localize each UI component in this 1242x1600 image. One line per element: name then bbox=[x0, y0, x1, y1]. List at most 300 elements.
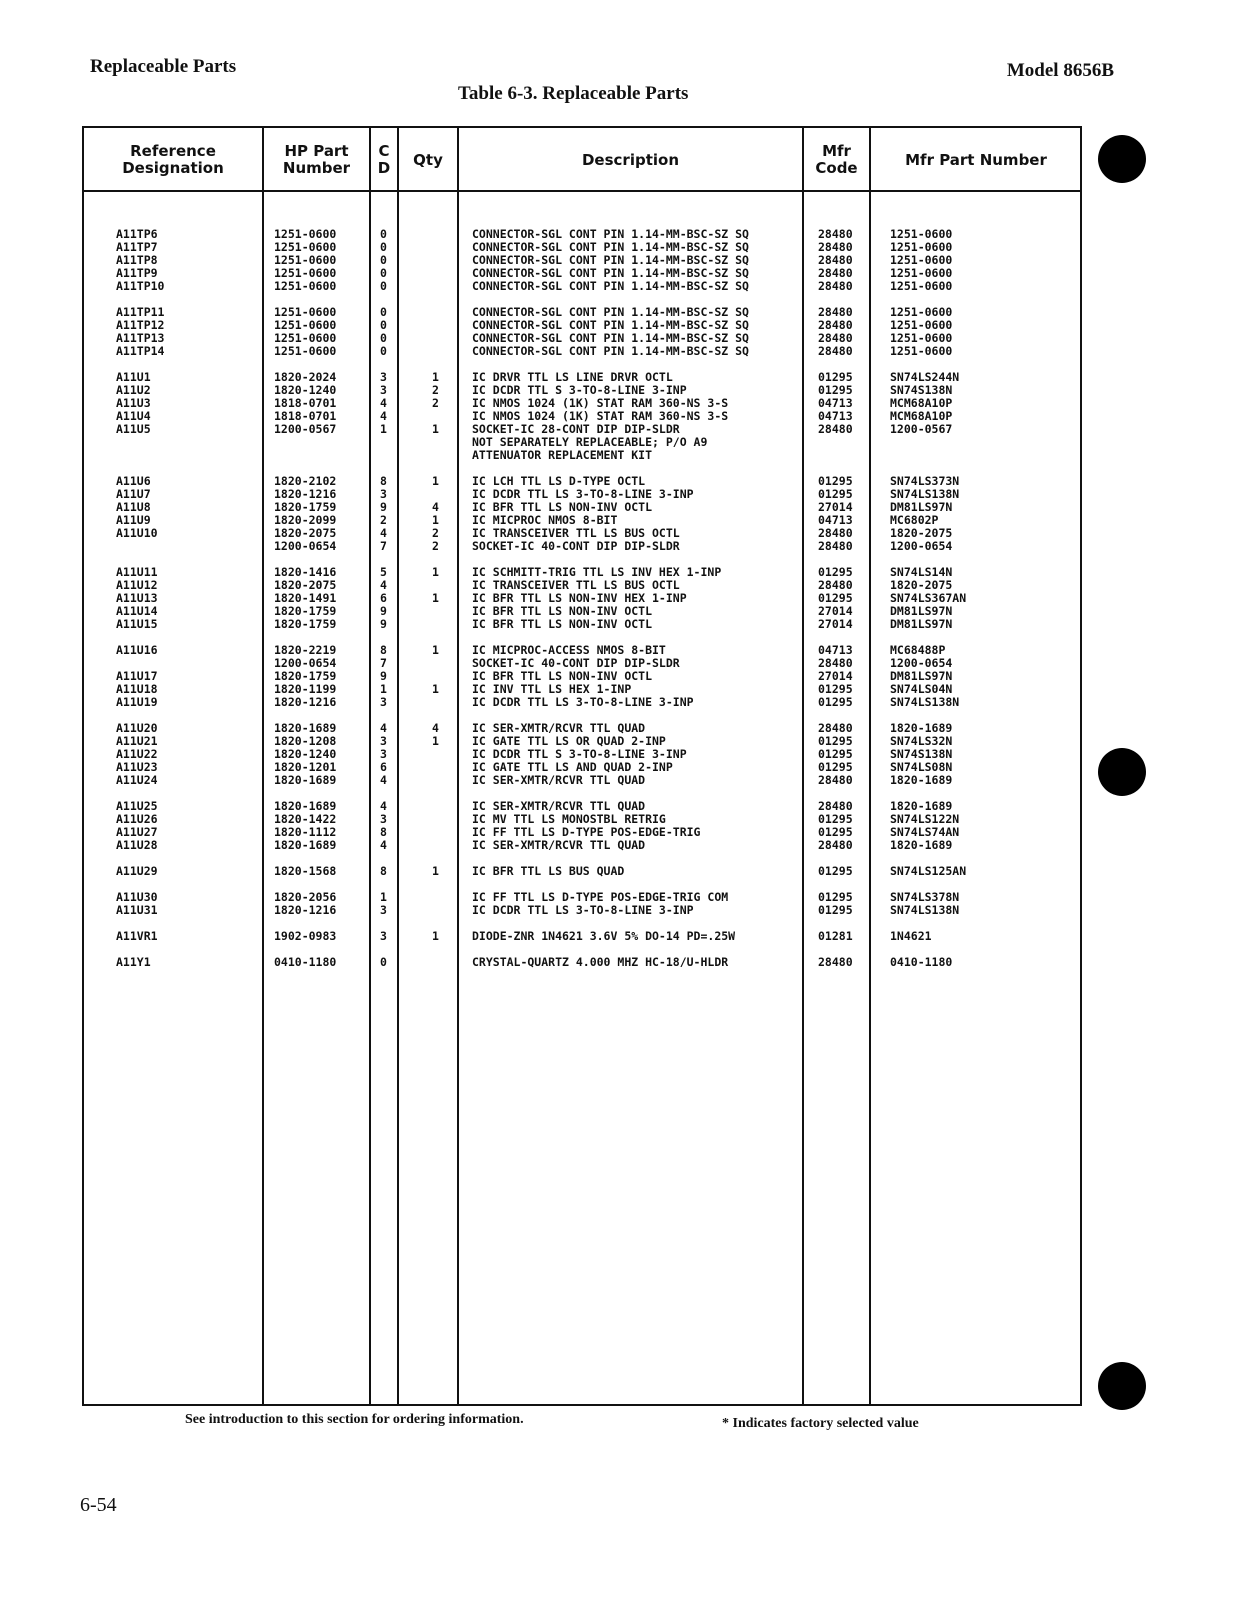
cell-ref: A11U3 bbox=[116, 396, 151, 410]
cell-desc: CONNECTOR-SGL CONT PIN 1.14-MM-BSC-SZ SQ bbox=[472, 344, 749, 358]
cell-mfr: 01295 bbox=[818, 370, 853, 384]
cell-hp: 1200-0654 bbox=[274, 539, 337, 553]
cell-mfr: 01295 bbox=[818, 383, 853, 397]
cell-hp: 1902-0983 bbox=[274, 929, 337, 943]
cell-mfr: 27014 bbox=[818, 617, 853, 631]
cell-ref: A11U24 bbox=[116, 773, 158, 787]
table-row bbox=[82, 475, 1082, 487]
cell-cd: 7 bbox=[380, 539, 387, 553]
cell-ref: A11U16 bbox=[116, 643, 158, 657]
cell-mpn: SN74LS138N bbox=[890, 487, 960, 501]
cell-ref: A11TP13 bbox=[116, 331, 165, 345]
cell-ref: A11U11 bbox=[116, 565, 158, 579]
cell-desc: IC DCDR TTL LS 3-TO-8-LINE 3-INP bbox=[472, 487, 694, 501]
cell-cd: 4 bbox=[380, 773, 387, 787]
cell-desc: IC BFR TTL LS BUS QUAD bbox=[472, 864, 625, 878]
cell-mpn: 1251-0600 bbox=[890, 305, 953, 319]
col-header-mfr-part: Mfr Part Number bbox=[905, 150, 1047, 169]
cell-mpn: SN74S138N bbox=[890, 383, 953, 397]
cell-mfr: 01295 bbox=[818, 487, 853, 501]
cell-desc: IC SCHMITT-TRIG TTL LS INV HEX 1-INP bbox=[472, 565, 722, 579]
cell-qty: 4 bbox=[432, 721, 439, 735]
cell-cd: 3 bbox=[380, 487, 387, 501]
cell-ref: A11U26 bbox=[116, 812, 158, 826]
cell-qty: 2 bbox=[432, 396, 439, 410]
cell-hp: 1820-1422 bbox=[274, 812, 337, 826]
cell-cd: 1 bbox=[380, 682, 387, 696]
cell-desc: CONNECTOR-SGL CONT PIN 1.14-MM-BSC-SZ SQ bbox=[472, 266, 749, 280]
table-row bbox=[82, 891, 1082, 903]
cell-mpn: SN74LS125AN bbox=[890, 864, 967, 878]
cell-mpn: 1251-0600 bbox=[890, 266, 953, 280]
cell-mpn: 1820-1689 bbox=[890, 721, 953, 735]
cell-desc: IC TRANSCEIVER TTL LS BUS OCTL bbox=[472, 578, 680, 592]
cell-hp: 1251-0600 bbox=[274, 344, 337, 358]
cell-ref: A11U29 bbox=[116, 864, 158, 878]
cell-mpn: SN74LS138N bbox=[890, 903, 960, 917]
cell-mpn: 1200-0654 bbox=[890, 539, 953, 553]
cell-cd: 0 bbox=[380, 240, 387, 254]
cell-mfr: 28480 bbox=[818, 773, 853, 787]
table-row bbox=[82, 423, 1082, 435]
cell-ref: A11TP9 bbox=[116, 266, 158, 280]
table-row bbox=[82, 241, 1082, 253]
cell-hp: 1820-1689 bbox=[274, 773, 337, 787]
cell-cd: 2 bbox=[380, 513, 387, 527]
cell-mfr: 01295 bbox=[818, 825, 853, 839]
cell-qty: 1 bbox=[432, 513, 439, 527]
cell-ref: A11U30 bbox=[116, 890, 158, 904]
cell-qty: 1 bbox=[432, 864, 439, 878]
cell-mfr: 28480 bbox=[818, 279, 853, 293]
cell-mpn: SN74LS122N bbox=[890, 812, 960, 826]
cell-hp: 1251-0600 bbox=[274, 305, 337, 319]
cell-ref: A11TP12 bbox=[116, 318, 165, 332]
cell-cd: 4 bbox=[380, 838, 387, 852]
cell-hp: 1820-1689 bbox=[274, 799, 337, 813]
table-row bbox=[82, 449, 1082, 461]
cell-cd: 8 bbox=[380, 474, 387, 488]
table-row bbox=[82, 592, 1082, 604]
table-title: Table 6-3. Replaceable Parts bbox=[458, 83, 689, 104]
cell-hp: 1820-1689 bbox=[274, 721, 337, 735]
cell-cd: 3 bbox=[380, 383, 387, 397]
cell-ref: A11U23 bbox=[116, 760, 158, 774]
table-row bbox=[82, 540, 1082, 552]
cell-qty: 2 bbox=[432, 539, 439, 553]
cell-desc: IC GATE TTL LS OR QUAD 2-INP bbox=[472, 734, 666, 748]
cell-mfr: 01295 bbox=[818, 734, 853, 748]
cell-ref: A11U20 bbox=[116, 721, 158, 735]
cell-hp: 1251-0600 bbox=[274, 279, 337, 293]
table-row bbox=[82, 956, 1082, 968]
cell-mpn: 1251-0600 bbox=[890, 253, 953, 267]
cell-mpn: MC6802P bbox=[890, 513, 939, 527]
cell-desc: CRYSTAL-QUARTZ 4.000 MHZ HC-18/U-HLDR bbox=[472, 955, 729, 969]
cell-mpn: SN74LS138N bbox=[890, 695, 960, 709]
cell-hp: 1820-1201 bbox=[274, 760, 337, 774]
cell-cd: 0 bbox=[380, 253, 387, 267]
cell-hp: 1820-2024 bbox=[274, 370, 337, 384]
cell-hp: 1200-0654 bbox=[274, 656, 337, 670]
table-row bbox=[82, 618, 1082, 630]
table-row bbox=[82, 813, 1082, 825]
cell-desc: CONNECTOR-SGL CONT PIN 1.14-MM-BSC-SZ SQ bbox=[472, 227, 749, 241]
cell-desc: CONNECTOR-SGL CONT PIN 1.14-MM-BSC-SZ SQ bbox=[472, 318, 749, 332]
cell-desc: IC BFR TTL LS NON-INV OCTL bbox=[472, 500, 653, 514]
cell-cd: 0 bbox=[380, 279, 387, 293]
cell-desc: IC NMOS 1024 (1K) STAT RAM 360-NS 3-S bbox=[472, 409, 729, 423]
factory-value-note: * Indicates factory selected value bbox=[722, 1416, 919, 1431]
cell-ref: A11U19 bbox=[116, 695, 158, 709]
table-row bbox=[82, 774, 1082, 786]
cell-hp: 1251-0600 bbox=[274, 253, 337, 267]
table-row bbox=[82, 722, 1082, 734]
cell-hp: 1820-1416 bbox=[274, 565, 337, 579]
cell-qty: 2 bbox=[432, 383, 439, 397]
cell-ref: A11U5 bbox=[116, 422, 151, 436]
cell-cd: 0 bbox=[380, 331, 387, 345]
cell-desc: IC GATE TTL LS AND QUAD 2-INP bbox=[472, 760, 673, 774]
cell-ref: A11U8 bbox=[116, 500, 151, 514]
cell-hp: 1820-1208 bbox=[274, 734, 337, 748]
cell-qty: 2 bbox=[432, 526, 439, 540]
cell-mfr: 28480 bbox=[818, 578, 853, 592]
table-row bbox=[82, 436, 1082, 448]
cell-mfr: 04713 bbox=[818, 643, 853, 657]
cell-mpn: SN74LS74AN bbox=[890, 825, 960, 839]
cell-mpn: SN74LS373N bbox=[890, 474, 960, 488]
cell-mpn: DM81LS97N bbox=[890, 669, 953, 683]
cell-mfr: 27014 bbox=[818, 604, 853, 618]
cell-mpn: 1820-2075 bbox=[890, 578, 953, 592]
cell-mpn: 1251-0600 bbox=[890, 279, 953, 293]
cell-mpn: 1820-1689 bbox=[890, 773, 953, 787]
cell-qty: 1 bbox=[432, 370, 439, 384]
cell-qty: 1 bbox=[432, 422, 439, 436]
cell-hp: 1251-0600 bbox=[274, 266, 337, 280]
cell-desc: IC MICPROC NMOS 8-BIT bbox=[472, 513, 618, 527]
table-row bbox=[82, 488, 1082, 500]
table-row bbox=[82, 683, 1082, 695]
cell-mfr: 04713 bbox=[818, 513, 853, 527]
cell-hp: 1251-0600 bbox=[274, 318, 337, 332]
cell-cd: 4 bbox=[380, 526, 387, 540]
cell-mfr: 28480 bbox=[818, 227, 853, 241]
cell-qty: 1 bbox=[432, 643, 439, 657]
table-row bbox=[82, 826, 1082, 838]
cell-ref: A11U13 bbox=[116, 591, 158, 605]
table-row bbox=[82, 514, 1082, 526]
cell-mfr: 28480 bbox=[818, 253, 853, 267]
cell-ref: A11U18 bbox=[116, 682, 158, 696]
table-row bbox=[82, 696, 1082, 708]
table-row bbox=[82, 267, 1082, 279]
cell-ref: A11Y1 bbox=[116, 955, 151, 969]
cell-mpn: 0410-1180 bbox=[890, 955, 953, 969]
cell-hp: 1820-1759 bbox=[274, 604, 337, 618]
cell-hp: 1820-2219 bbox=[274, 643, 337, 657]
cell-cd: 1 bbox=[380, 890, 387, 904]
cell-hp: 1820-1112 bbox=[274, 825, 337, 839]
table-row bbox=[82, 579, 1082, 591]
table-row bbox=[82, 280, 1082, 292]
cell-desc: IC SER-XMTR/RCVR TTL QUAD bbox=[472, 799, 646, 813]
cell-cd: 5 bbox=[380, 565, 387, 579]
cell-desc: IC DCDR TTL LS 3-TO-8-LINE 3-INP bbox=[472, 695, 694, 709]
cell-desc: IC FF TTL LS D-TYPE POS-EDGE-TRIG bbox=[472, 825, 701, 839]
cell-mfr: 01295 bbox=[818, 760, 853, 774]
cell-desc: DIODE-ZNR 1N4621 3.6V 5% DO-14 PD=.25W bbox=[472, 929, 736, 943]
cell-desc: IC MICPROC-ACCESS NMOS 8-BIT bbox=[472, 643, 666, 657]
cell-mpn: MC68488P bbox=[890, 643, 946, 657]
cell-mfr: 01295 bbox=[818, 890, 853, 904]
cell-mpn: 1200-0654 bbox=[890, 656, 953, 670]
cell-cd: 9 bbox=[380, 604, 387, 618]
cell-mpn: 1200-0567 bbox=[890, 422, 953, 436]
cell-ref: A11TP14 bbox=[116, 344, 165, 358]
cell-mfr: 01295 bbox=[818, 812, 853, 826]
cell-mfr: 01295 bbox=[818, 474, 853, 488]
cell-mfr: 01295 bbox=[818, 591, 853, 605]
cell-hp: 1200-0567 bbox=[274, 422, 337, 436]
cell-ref: A11U9 bbox=[116, 513, 151, 527]
binder-hole bbox=[1098, 1362, 1146, 1410]
cell-mfr: 04713 bbox=[818, 409, 853, 423]
cell-mfr: 28480 bbox=[818, 721, 853, 735]
cell-mfr: 28480 bbox=[818, 838, 853, 852]
table-row bbox=[82, 527, 1082, 539]
cell-hp: 1820-1216 bbox=[274, 903, 337, 917]
cell-ref: A11TP10 bbox=[116, 279, 165, 293]
col-header-reference: Reference Designation bbox=[122, 142, 224, 177]
cell-qty: 4 bbox=[432, 500, 439, 514]
cell-ref: A11TP11 bbox=[116, 305, 165, 319]
cell-mfr: 28480 bbox=[818, 344, 853, 358]
cell-qty: 1 bbox=[432, 929, 439, 943]
cell-ref: A11U22 bbox=[116, 747, 158, 761]
cell-qty: 1 bbox=[432, 474, 439, 488]
cell-desc: IC FF TTL LS D-TYPE POS-EDGE-TRIG COM bbox=[472, 890, 729, 904]
cell-ref: A11U31 bbox=[116, 903, 158, 917]
cell-ref: A11U12 bbox=[116, 578, 158, 592]
cell-cd: 4 bbox=[380, 409, 387, 423]
cell-hp: 1820-1491 bbox=[274, 591, 337, 605]
cell-mpn: DM81LS97N bbox=[890, 604, 953, 618]
cell-desc: IC BFR TTL LS NON-INV OCTL bbox=[472, 604, 653, 618]
cell-mpn: SN74S138N bbox=[890, 747, 953, 761]
cell-cd: 9 bbox=[380, 500, 387, 514]
cell-cd: 0 bbox=[380, 266, 387, 280]
cell-desc: IC BFR TTL LS NON-INV OCTL bbox=[472, 617, 653, 631]
cell-mfr: 01295 bbox=[818, 565, 853, 579]
cell-mpn: MCM68A10P bbox=[890, 409, 953, 423]
cell-hp: 0410-1180 bbox=[274, 955, 337, 969]
cell-mpn: SN74LS244N bbox=[890, 370, 960, 384]
cell-desc: IC BFR TTL LS NON-INV OCTL bbox=[472, 669, 653, 683]
cell-desc: IC DCDR TTL LS 3-TO-8-LINE 3-INP bbox=[472, 903, 694, 917]
cell-mfr: 28480 bbox=[818, 955, 853, 969]
col-header-cd: C D bbox=[377, 142, 391, 177]
table-row bbox=[82, 254, 1082, 266]
cell-desc: IC SER-XMTR/RCVR TTL QUAD bbox=[472, 773, 646, 787]
cell-mfr: 28480 bbox=[818, 539, 853, 553]
cell-ref: A11U14 bbox=[116, 604, 158, 618]
cell-desc: IC SER-XMTR/RCVR TTL QUAD bbox=[472, 838, 646, 852]
cell-mfr: 01295 bbox=[818, 864, 853, 878]
cell-desc: IC DCDR TTL S 3-TO-8-LINE 3-INP bbox=[472, 383, 687, 397]
section-title: Replaceable Parts bbox=[90, 56, 237, 77]
table-row bbox=[82, 397, 1082, 409]
cell-hp: 1820-1199 bbox=[274, 682, 337, 696]
table-row bbox=[82, 501, 1082, 513]
col-header-hp-part: HP Part Number bbox=[282, 142, 351, 177]
table-row bbox=[82, 930, 1082, 942]
cell-ref: A11U4 bbox=[116, 409, 151, 423]
cell-mfr: 28480 bbox=[818, 266, 853, 280]
cell-hp: 1820-1240 bbox=[274, 747, 337, 761]
cell-cd: 8 bbox=[380, 825, 387, 839]
cell-hp: 1818-0701 bbox=[274, 396, 337, 410]
cell-qty: 1 bbox=[432, 565, 439, 579]
cell-mpn: 1251-0600 bbox=[890, 240, 953, 254]
cell-mfr: 28480 bbox=[818, 331, 853, 345]
cell-mfr: 28480 bbox=[818, 526, 853, 540]
col-header-description: Description bbox=[581, 150, 680, 169]
table-row bbox=[82, 410, 1082, 422]
table-row bbox=[82, 228, 1082, 240]
cell-desc: CONNECTOR-SGL CONT PIN 1.14-MM-BSC-SZ SQ bbox=[472, 253, 749, 267]
cell-cd: 0 bbox=[380, 318, 387, 332]
table-row bbox=[82, 735, 1082, 747]
table-row bbox=[82, 865, 1082, 877]
table-row bbox=[82, 800, 1082, 812]
cell-cd: 3 bbox=[380, 734, 387, 748]
cell-desc: IC TRANSCEIVER TTL LS BUS OCTL bbox=[472, 526, 680, 540]
cell-hp: 1820-2102 bbox=[274, 474, 337, 488]
cell-cd: 4 bbox=[380, 721, 387, 735]
header-separator bbox=[84, 190, 1080, 192]
cell-cd: 3 bbox=[380, 812, 387, 826]
cell-ref: A11U10 bbox=[116, 526, 158, 540]
cell-mfr: 04713 bbox=[818, 396, 853, 410]
cell-cd: 0 bbox=[380, 305, 387, 319]
cell-mpn: DM81LS97N bbox=[890, 617, 953, 631]
cell-ref: A11U15 bbox=[116, 617, 158, 631]
cell-desc: IC DRVR TTL LS LINE DRVR OCTL bbox=[472, 370, 673, 384]
cell-cd: 3 bbox=[380, 929, 387, 943]
cell-desc: SOCKET-IC 28-CONT DIP DIP-SLDR bbox=[472, 422, 680, 436]
cell-hp: 1820-1759 bbox=[274, 500, 337, 514]
cell-desc: SOCKET-IC 40-CONT DIP DIP-SLDR bbox=[472, 539, 680, 553]
cell-mpn: 1251-0600 bbox=[890, 331, 953, 345]
cell-hp: 1820-2075 bbox=[274, 526, 337, 540]
cell-ref: A11U6 bbox=[116, 474, 151, 488]
cell-mpn: SN74LS32N bbox=[890, 734, 953, 748]
cell-mfr: 28480 bbox=[818, 422, 853, 436]
cell-ref: A11U7 bbox=[116, 487, 151, 501]
cell-hp: 1820-1568 bbox=[274, 864, 337, 878]
cell-desc: ATTENUATOR REPLACEMENT KIT bbox=[472, 448, 653, 462]
cell-cd: 8 bbox=[380, 643, 387, 657]
cell-desc: IC SER-XMTR/RCVR TTL QUAD bbox=[472, 721, 646, 735]
cell-mpn: SN74LS08N bbox=[890, 760, 953, 774]
cell-hp: 1818-0701 bbox=[274, 409, 337, 423]
cell-desc: IC MV TTL LS MONOSTBL RETRIG bbox=[472, 812, 666, 826]
cell-desc: IC BFR TTL LS NON-INV HEX 1-INP bbox=[472, 591, 687, 605]
cell-cd: 1 bbox=[380, 422, 387, 436]
table-row bbox=[82, 761, 1082, 773]
cell-ref: A11TP7 bbox=[116, 240, 158, 254]
cell-ref: A11U21 bbox=[116, 734, 158, 748]
binder-hole bbox=[1098, 748, 1146, 796]
cell-desc: CONNECTOR-SGL CONT PIN 1.14-MM-BSC-SZ SQ bbox=[472, 240, 749, 254]
cell-cd: 6 bbox=[380, 591, 387, 605]
ordering-note: See introduction to this section for ordering information. bbox=[185, 1412, 524, 1427]
cell-mfr: 28480 bbox=[818, 318, 853, 332]
cell-cd: 9 bbox=[380, 617, 387, 631]
cell-ref: A11TP8 bbox=[116, 253, 158, 267]
cell-hp: 1820-1759 bbox=[274, 617, 337, 631]
cell-desc: SOCKET-IC 40-CONT DIP DIP-SLDR bbox=[472, 656, 680, 670]
cell-mfr: 01295 bbox=[818, 695, 853, 709]
cell-hp: 1251-0600 bbox=[274, 331, 337, 345]
cell-cd: 9 bbox=[380, 669, 387, 683]
cell-mpn: 1820-1689 bbox=[890, 838, 953, 852]
table-row bbox=[82, 319, 1082, 331]
binder-hole bbox=[1098, 135, 1146, 183]
cell-hp: 1820-1689 bbox=[274, 838, 337, 852]
cell-cd: 6 bbox=[380, 760, 387, 774]
cell-mpn: SN74LS367AN bbox=[890, 591, 967, 605]
cell-mpn: DM81LS97N bbox=[890, 500, 953, 514]
cell-ref: A11TP6 bbox=[116, 227, 158, 241]
cell-mpn: 1251-0600 bbox=[890, 344, 953, 358]
cell-ref: A11VR1 bbox=[116, 929, 158, 943]
cell-hp: 1820-1759 bbox=[274, 669, 337, 683]
table-row bbox=[82, 332, 1082, 344]
cell-cd: 4 bbox=[380, 578, 387, 592]
cell-cd: 7 bbox=[380, 656, 387, 670]
cell-ref: A11U2 bbox=[116, 383, 151, 397]
col-header-mfr-code: Mfr Code bbox=[815, 142, 858, 177]
cell-mfr: 28480 bbox=[818, 656, 853, 670]
model-label: Model 8656B bbox=[1006, 60, 1114, 81]
cell-desc: IC INV TTL LS HEX 1-INP bbox=[472, 682, 632, 696]
cell-hp: 1820-1240 bbox=[274, 383, 337, 397]
cell-mfr: 01295 bbox=[818, 747, 853, 761]
cell-ref: A11U17 bbox=[116, 669, 158, 683]
cell-hp: 1820-2056 bbox=[274, 890, 337, 904]
cell-mfr: 27014 bbox=[818, 500, 853, 514]
cell-ref: A11U25 bbox=[116, 799, 158, 813]
cell-mpn: 1251-0600 bbox=[890, 318, 953, 332]
cell-mfr: 01281 bbox=[818, 929, 853, 943]
cell-mfr: 28480 bbox=[818, 240, 853, 254]
cell-hp: 1251-0600 bbox=[274, 227, 337, 241]
cell-desc: IC DCDR TTL S 3-TO-8-LINE 3-INP bbox=[472, 747, 687, 761]
col-header-qty: Qty bbox=[413, 150, 443, 169]
cell-mfr: 01295 bbox=[818, 682, 853, 696]
cell-qty: 1 bbox=[432, 682, 439, 696]
table-row bbox=[82, 904, 1082, 916]
cell-hp: 1820-2099 bbox=[274, 513, 337, 527]
cell-cd: 3 bbox=[380, 903, 387, 917]
page-number: 6-54 bbox=[80, 1494, 117, 1516]
cell-cd: 0 bbox=[380, 344, 387, 358]
table-row bbox=[82, 644, 1082, 656]
cell-mpn: SN74LS04N bbox=[890, 682, 953, 696]
